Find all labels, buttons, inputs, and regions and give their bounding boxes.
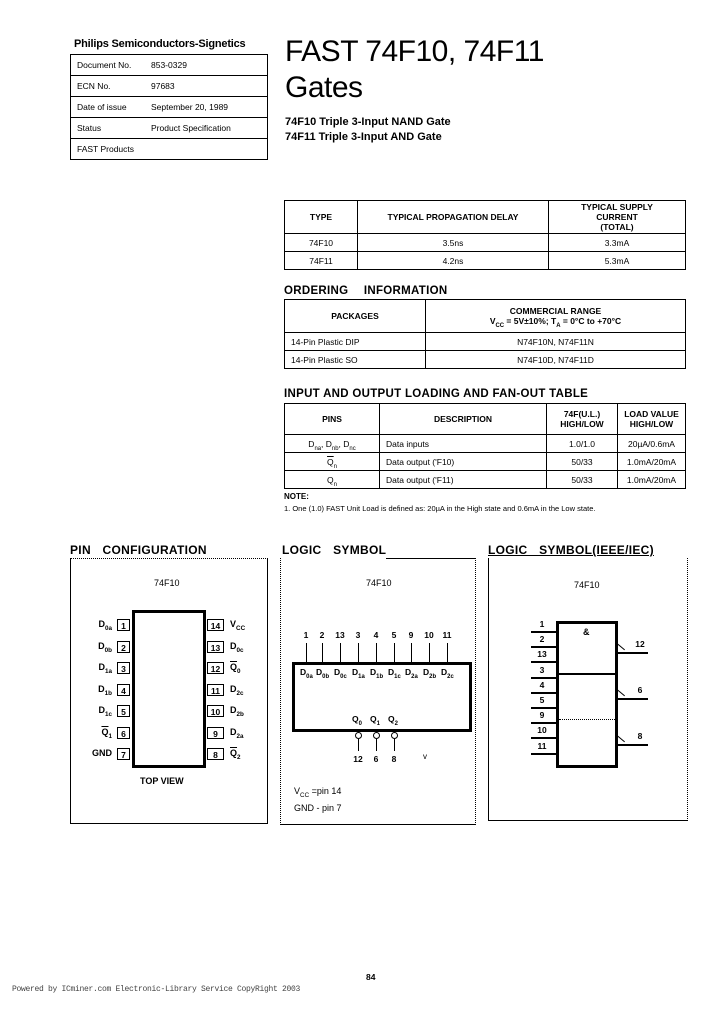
ordering-table bbox=[284, 299, 686, 369]
inversion-bubble bbox=[355, 732, 362, 739]
pin-config-heading: PIN CONFIGURATION bbox=[70, 543, 207, 557]
table-row: $D_{na}$, $D_{nb}$, $D_{nc}$ Data inputs 1.0/1.0 20µA/0.6mA bbox=[285, 435, 686, 453]
note-text: 1. One (1.0) FAST Unit Load is defined as: 20µA in the High state and 0.6mA in the Low state. bbox=[284, 504, 596, 513]
col-header: TYPE bbox=[285, 201, 358, 234]
pin-label: $D_{2a}$ bbox=[230, 726, 244, 740]
pin-label: $D_{0b}$ bbox=[98, 640, 112, 654]
doc-info-row: ECN No. 97683 bbox=[71, 76, 268, 97]
doc-info-row: FAST Products bbox=[71, 139, 268, 160]
input-pin-number: 10 bbox=[424, 630, 434, 640]
iec-input-pin-number: 13 bbox=[537, 649, 547, 660]
col-header: TYPICAL SUPPLY CURRENT (TOTAL) bbox=[549, 201, 686, 234]
output-pin-number: 12 bbox=[353, 754, 363, 764]
table-row: 14-Pin Plastic SO N74F10D, N74F11D bbox=[285, 351, 686, 369]
col-header: TYPICAL PROPAGATION DELAY bbox=[358, 201, 549, 234]
iec-symbol-heading: LOGIC SYMBOL(IEEE/IEC) bbox=[488, 543, 654, 557]
pin-label: $D_{2b}$ bbox=[230, 705, 244, 718]
input-pin-number: 11 bbox=[442, 630, 452, 640]
iec-input-line bbox=[531, 707, 556, 709]
iec-input-line bbox=[531, 722, 556, 724]
page-title: FAST 74F10, 74F11 bbox=[285, 35, 544, 68]
iec-input-line bbox=[531, 646, 556, 648]
subtitle-74f10: 74F10 Triple 3-Input NAND Gate bbox=[285, 116, 451, 128]
type-summary-table bbox=[284, 200, 686, 270]
dip-package-outline bbox=[132, 610, 206, 768]
input-line bbox=[429, 643, 430, 662]
table-row: $\overline{Q}_n$ Data output ('F10) 50/33 1.0mA/20mA bbox=[285, 453, 686, 471]
part-label: 74F10 bbox=[154, 578, 180, 588]
pin-label: $\overline{Q}_0$ bbox=[230, 662, 241, 675]
input-label: $D_{2b}$ bbox=[423, 667, 437, 680]
input-label: $D_{1a}$ bbox=[352, 667, 365, 680]
pin-label: $\overline{Q}_2$ bbox=[230, 748, 241, 761]
pin-label: $D_{1a}$ bbox=[98, 662, 112, 675]
col-header: DESCRIPTION bbox=[380, 404, 547, 435]
input-pin-number: 13 bbox=[335, 630, 345, 640]
pin-number: 1 bbox=[117, 619, 130, 631]
pins-cell: $Q_n$ bbox=[285, 471, 380, 489]
stray-mark: v bbox=[423, 752, 427, 761]
iec-output-line bbox=[618, 652, 648, 654]
input-label: $D_{1b}$ bbox=[370, 667, 384, 680]
iec-input-line bbox=[531, 753, 556, 755]
col-header: PACKAGES bbox=[285, 300, 426, 333]
inversion-bubble bbox=[373, 732, 380, 739]
iec-input-pin-number: 11 bbox=[537, 740, 547, 751]
col-header-range: COMMERCIAL RANGE $V_{CC} = 5V\pm 10\%$; $T_A = 0^\circ C$ to +70°C bbox=[426, 300, 686, 333]
iec-input-line bbox=[531, 692, 556, 694]
pins-cell: $D_{na}$, $D_{nb}$, $D_{nc}$ bbox=[285, 435, 380, 453]
iec-input-pin-number: 3 bbox=[539, 664, 545, 675]
pin-number: 14 bbox=[207, 619, 224, 631]
input-label: $D_{0b}$ bbox=[316, 667, 330, 680]
pin-number: 6 bbox=[117, 727, 130, 739]
input-label: $D_{0a}$ bbox=[300, 667, 313, 680]
page-number: 84 bbox=[366, 972, 376, 982]
pin-number: 12 bbox=[207, 662, 224, 674]
pin-label: $\overline{Q}_1$ bbox=[101, 726, 112, 740]
pin-number: 3 bbox=[117, 662, 130, 674]
input-pin-number: 3 bbox=[355, 630, 361, 640]
ordering-heading: ORDERING INFORMATION bbox=[284, 285, 448, 297]
table-row: 74F11 4.2ns 5.3mA bbox=[285, 252, 686, 270]
output-pin-number: 8 bbox=[391, 754, 397, 764]
pin-label: $D_{0c}$ bbox=[230, 640, 244, 654]
and-symbol: & bbox=[583, 627, 590, 637]
top-view-label: TOP VIEW bbox=[140, 776, 184, 786]
gate-divider bbox=[559, 673, 615, 675]
output-line bbox=[358, 739, 359, 751]
doc-info-row: Status Product Specification bbox=[71, 118, 268, 139]
subtitle-74f11: 74F11 Triple 3-Input AND Gate bbox=[285, 131, 442, 143]
pin-label: $V_{CC}$ bbox=[230, 619, 246, 632]
output-label: $Q_2$ bbox=[388, 714, 398, 727]
doc-info-table bbox=[70, 54, 268, 160]
pin-number: 4 bbox=[117, 684, 130, 696]
io-loading-heading: INPUT AND OUTPUT LOADING AND FAN-OUT TABLE bbox=[284, 388, 589, 400]
output-line bbox=[376, 739, 377, 751]
gate-divider bbox=[559, 719, 615, 720]
pin-number: 11 bbox=[207, 684, 224, 696]
pins-cell: $\overline{Q}_n$ bbox=[285, 453, 380, 471]
range-conditions: $V_{CC} = 5V\pm 10\%$; $T_A = 0^\circ C$ to +70°C bbox=[489, 316, 622, 329]
pin-number: 8 bbox=[207, 748, 224, 760]
input-line bbox=[340, 643, 341, 662]
pin-number: 13 bbox=[207, 641, 224, 653]
input-line bbox=[394, 643, 395, 662]
doc-info-row: Document No. 853-0329 bbox=[71, 55, 268, 76]
iec-input-pin-number: 2 bbox=[539, 634, 545, 645]
pin-label: $D_{1b}$ bbox=[98, 683, 112, 697]
iec-input-line bbox=[531, 737, 556, 739]
input-pin-number: 5 bbox=[391, 630, 397, 640]
pin-label: GND bbox=[92, 748, 112, 758]
note-heading: NOTE: bbox=[284, 492, 309, 501]
col-header: 74F(U.L.) HIGH/LOW bbox=[547, 404, 618, 435]
pin-label: $D_{0a}$ bbox=[98, 619, 112, 632]
iec-input-pin-number: 9 bbox=[539, 710, 545, 721]
pin-number: 2 bbox=[117, 641, 130, 653]
iec-output-pin-number: 12 bbox=[635, 639, 645, 649]
inversion-bubble bbox=[391, 732, 398, 739]
iec-input-line bbox=[531, 661, 556, 663]
part-label: 74F10 bbox=[574, 580, 600, 590]
part-label: 74F10 bbox=[366, 578, 392, 588]
pin-number: 9 bbox=[207, 727, 224, 739]
input-line bbox=[376, 643, 377, 662]
output-pin-number: 6 bbox=[373, 754, 379, 764]
output-label: $Q_0$ bbox=[352, 714, 362, 727]
iec-block-outline bbox=[556, 621, 618, 768]
iec-output-pin-number: 6 bbox=[637, 685, 643, 695]
iec-output-pin-number: 8 bbox=[637, 731, 643, 741]
input-label: $D_{2a}$ bbox=[405, 667, 418, 680]
table-row: $Q_n$ Data output ('F11) 50/33 1.0mA/20mA bbox=[285, 471, 686, 489]
input-pin-number: 2 bbox=[319, 630, 325, 640]
input-label: $D_{2c}$ bbox=[441, 667, 454, 680]
output-label: $Q_1$ bbox=[370, 714, 380, 727]
iec-input-pin-number: 5 bbox=[539, 695, 545, 705]
logic-symbol-heading: LOGIC SYMBOL bbox=[282, 543, 387, 557]
input-line bbox=[447, 643, 448, 662]
table-row: 74F10 3.5ns 3.3mA bbox=[285, 234, 686, 252]
footer-copyright: Powered by ICminer.com Electronic-Library Service CopyRight 2003 bbox=[12, 985, 301, 994]
input-line bbox=[306, 643, 307, 662]
input-line bbox=[358, 643, 359, 662]
input-pin-number: 1 bbox=[303, 630, 309, 640]
pin-label: $D_{1c}$ bbox=[98, 705, 112, 718]
input-line bbox=[411, 643, 412, 662]
iec-output-line bbox=[618, 698, 648, 700]
iec-input-line bbox=[531, 631, 556, 633]
page-title-gates: Gates bbox=[285, 71, 363, 104]
brand-name: Philips Semiconductors-Signetics bbox=[74, 38, 246, 50]
pin-number: 5 bbox=[117, 705, 130, 717]
doc-info-row: Date of issue September 20, 1989 bbox=[71, 97, 268, 118]
table-row: 14-Pin Plastic DIP N74F10N, N74F11N bbox=[285, 333, 686, 351]
input-pin-number: 9 bbox=[408, 630, 414, 640]
pin-number: 7 bbox=[117, 748, 130, 760]
io-loading-table bbox=[284, 403, 686, 489]
gnd-note: GND - pin 7 bbox=[294, 803, 342, 813]
iec-input-pin-number: 4 bbox=[539, 679, 545, 690]
col-header: PINS bbox=[285, 404, 380, 435]
iec-input-pin-number: 1 bbox=[539, 619, 545, 629]
iec-input-line bbox=[531, 677, 556, 679]
iec-output-line bbox=[618, 744, 648, 746]
iec-input-pin-number: 10 bbox=[537, 725, 547, 736]
vcc-note: $V_{CC} =pin$ 14 bbox=[294, 786, 342, 799]
pin-number: 10 bbox=[207, 705, 224, 717]
col-header: LOAD VALUE HIGH/LOW bbox=[618, 404, 686, 435]
output-line bbox=[394, 739, 395, 751]
input-line bbox=[322, 643, 323, 662]
input-label: $D_{1c}$ bbox=[388, 667, 401, 680]
pin-label: $D_{2c}$ bbox=[230, 683, 244, 697]
input-label: $D_{0c}$ bbox=[334, 667, 347, 680]
input-pin-number: 4 bbox=[373, 630, 379, 640]
